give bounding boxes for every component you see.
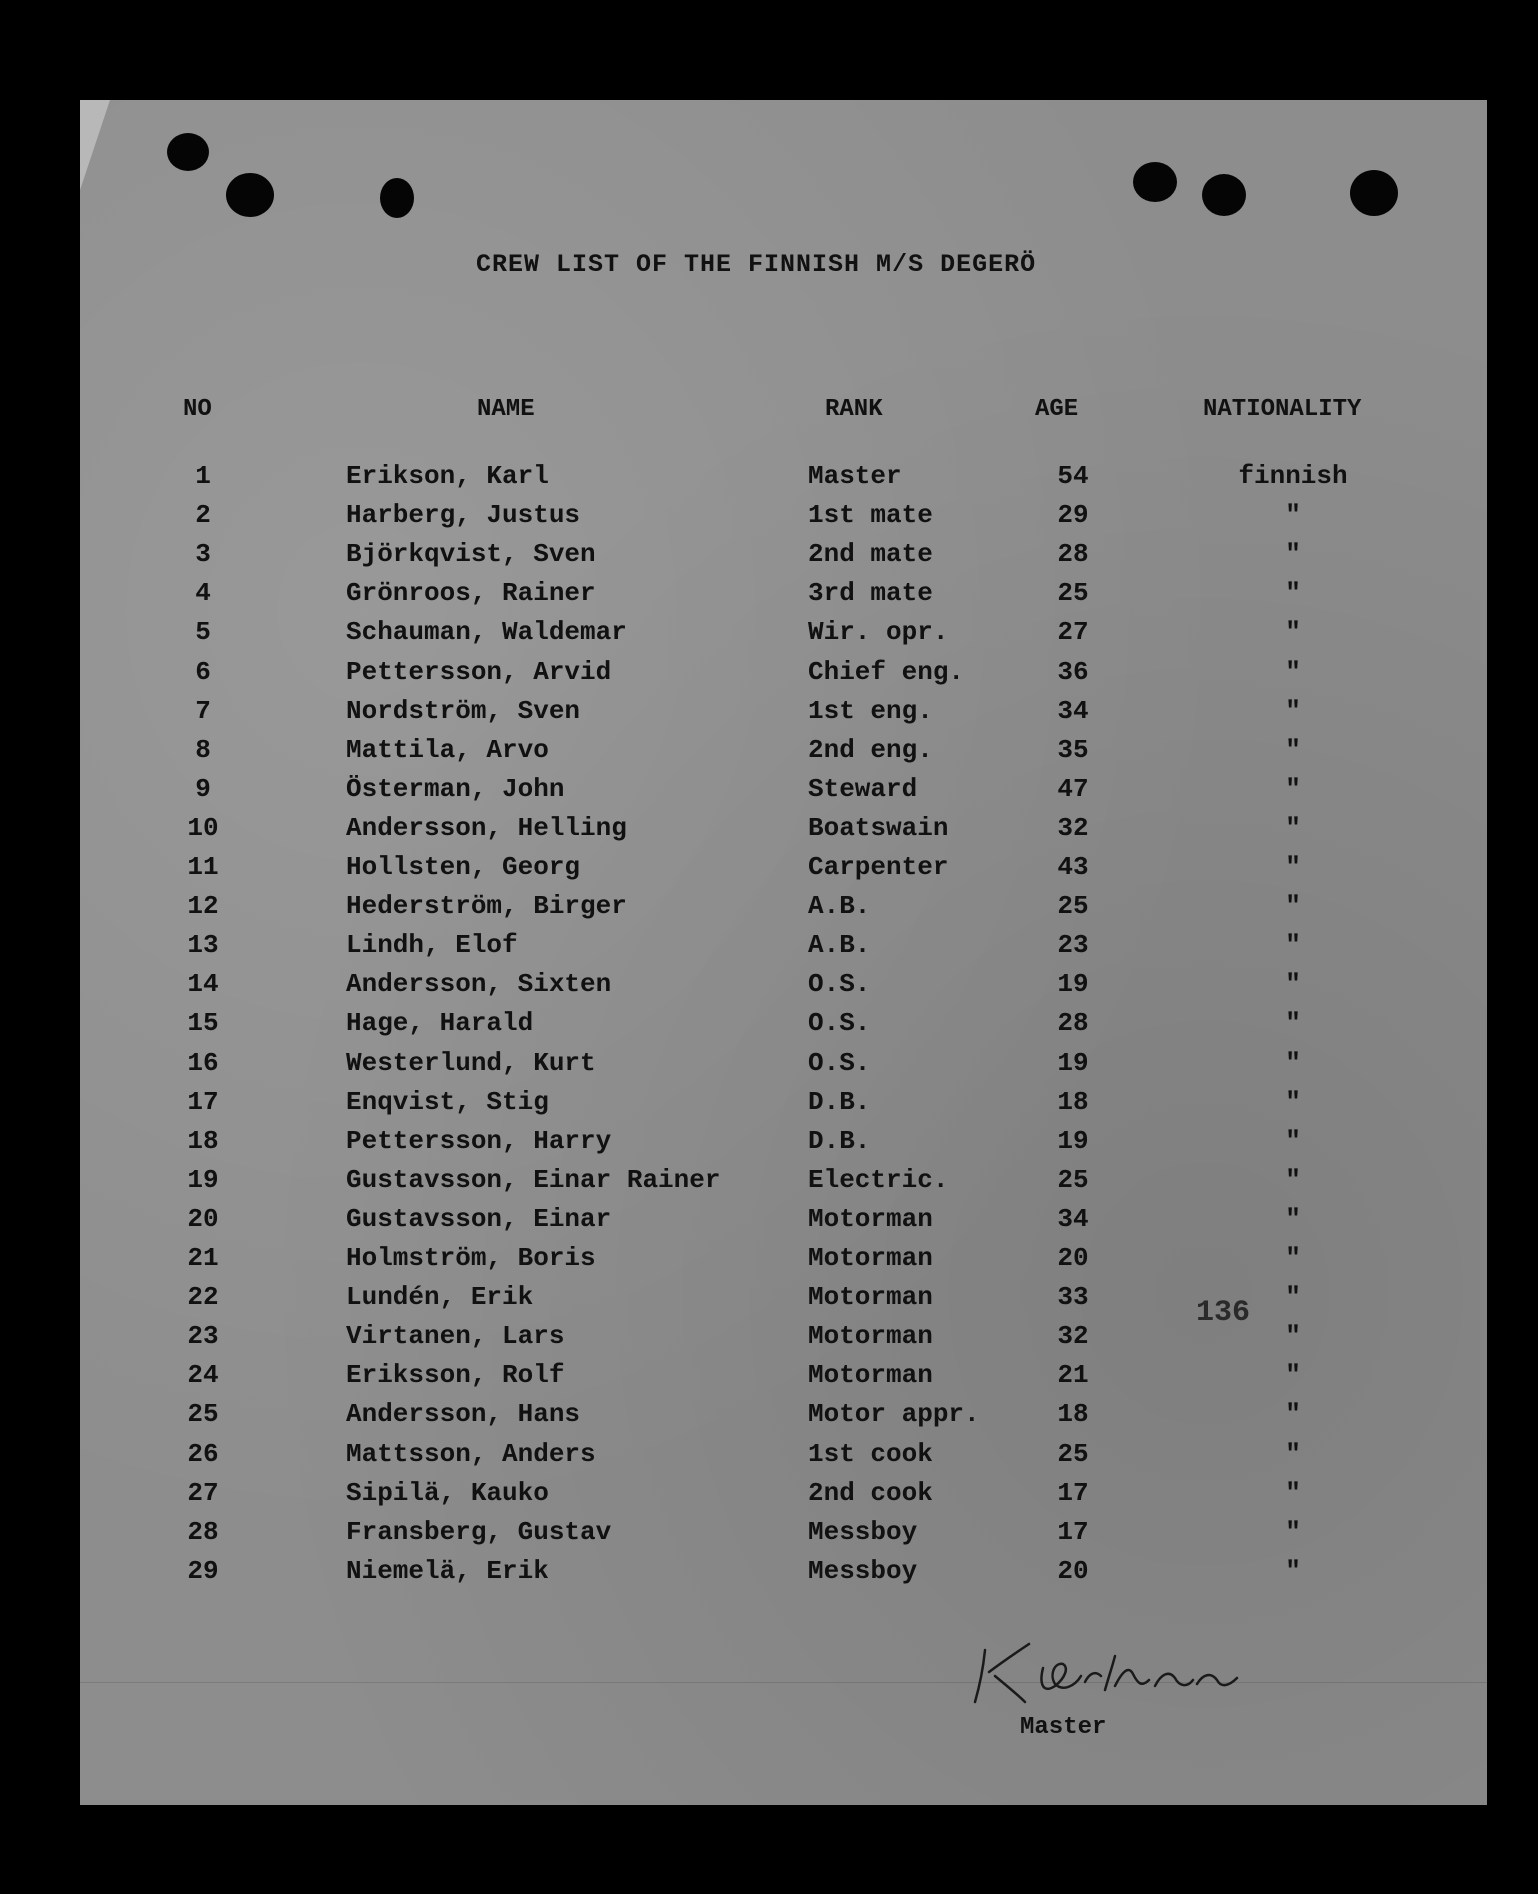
crew-nationality: " [1285,1047,1301,1078]
table-row [0,578,1538,617]
crew-name: Hage, Harald [346,1008,534,1039]
crew-rank: Motorman [808,1282,933,1313]
crew-rank: 1st mate [808,500,933,531]
crew-rank: Motorman [808,1243,933,1273]
crew-age: 34 [1057,695,1089,726]
crew-number: 21 [187,1243,219,1273]
crew-rank: Motor appr. [808,1399,980,1430]
column-header-nationality: NATIONALITY [1203,396,1362,423]
crew-nationality: " [1285,695,1301,726]
crew-nationality: " [1285,734,1301,765]
crew-rank: Wir. opr. [808,617,949,648]
crew-number: 24 [187,1360,219,1391]
crew-age: 28 [1057,539,1089,570]
crew-age: 19 [1057,969,1089,1000]
crew-number: 9 [195,773,211,804]
column-header-age: AGE [1035,396,1079,423]
crew-number: 23 [187,1321,219,1352]
table-row [0,1243,1538,1282]
crew-name: Grönroos, Rainer [346,578,596,609]
crew-rank: Motorman [808,1321,933,1352]
folded-corner [80,100,110,190]
column-header-name: NAME [477,396,535,423]
crew-nationality: " [1285,1477,1301,1508]
punch-hole-icon [226,173,274,217]
crew-name: Hollsten, Georg [346,852,581,882]
crew-name: Mattsson, Anders [346,1438,596,1469]
punch-hole-icon [1133,162,1177,202]
crew-name: Harberg, Justus [346,500,581,531]
crew-rank: 2nd cook [808,1477,933,1508]
crew-age: 21 [1057,1360,1089,1391]
table-row [0,735,1538,774]
crew-number: 18 [187,1125,219,1156]
table-row [0,461,1538,500]
punch-hole-icon [167,133,209,171]
crew-nationality: " [1285,1125,1301,1156]
table-row [0,1399,1538,1438]
crew-nationality: " [1285,539,1301,570]
table-row [0,696,1538,735]
crew-number: 5 [195,617,211,648]
crew-name: Andersson, Hans [346,1399,581,1430]
crew-nationality: " [1285,969,1301,1000]
table-row [0,539,1538,578]
crew-name: Niemelä, Erik [346,1555,549,1586]
crew-number: 7 [195,695,211,726]
document-title: CREW LIST OF THE FINNISH M/S DEGERÖ [476,250,1037,279]
crew-number: 1 [195,461,211,491]
crew-age: 19 [1057,1047,1089,1078]
crew-number: 8 [195,734,211,765]
crew-name: Lindh, Elof [346,930,518,961]
crew-age: 32 [1057,1321,1089,1352]
crew-age: 47 [1057,773,1089,804]
crew-age: 18 [1057,1086,1089,1117]
crew-nationality: " [1285,1086,1301,1117]
crew-rank: Master [808,461,902,491]
crew-age: 23 [1057,930,1089,961]
crew-age: 19 [1057,1125,1089,1156]
crew-number: 27 [187,1477,219,1508]
crew-rank: Electric. [808,1164,949,1195]
crew-name: Erikson, Karl [346,461,549,491]
stamp-number: 136 [1196,1296,1251,1330]
crew-number: 11 [187,852,219,882]
crew-number: 13 [187,930,219,961]
crew-rank: Motorman [808,1360,933,1391]
crew-number: 29 [187,1555,219,1586]
table-row [0,1282,1538,1321]
crew-age: 32 [1057,812,1089,843]
crew-rank: Boatswain [808,812,949,843]
crew-nationality: " [1285,852,1301,882]
crew-age: 17 [1057,1516,1089,1547]
crew-nationality: " [1285,1360,1301,1391]
crew-age: 33 [1057,1282,1089,1313]
crew-name: Björkqvist, Sven [346,539,596,570]
crew-number: 22 [187,1282,219,1313]
column-header-rank: RANK [825,396,883,423]
table-row [0,1165,1538,1204]
crew-nationality: " [1285,1282,1301,1313]
punch-hole-icon [1202,174,1246,216]
crew-age: 43 [1057,852,1089,882]
crew-rank: Steward [808,773,918,804]
crew-rank: Carpenter [808,852,949,882]
column-header-no: NO [183,396,212,423]
crew-age: 36 [1057,656,1089,687]
crew-age: 25 [1057,1164,1089,1195]
table-row [0,617,1538,656]
crew-name: Österman, John [346,773,565,804]
crew-number: 25 [187,1399,219,1430]
crew-rank: Motorman [808,1203,933,1234]
crew-nationality: " [1285,1008,1301,1039]
crew-age: 18 [1057,1399,1089,1430]
crew-nationality: " [1285,1203,1301,1234]
crew-number: 16 [187,1047,219,1078]
table-row [0,1321,1538,1360]
crew-age: 20 [1057,1555,1089,1586]
crew-name: Schauman, Waldemar [346,617,627,648]
crew-rank: Messboy [808,1555,918,1586]
crew-rank: Chief eng. [808,656,965,687]
table-row [0,1204,1538,1243]
fold-line [80,1682,1487,1683]
crew-name: Pettersson, Arvid [346,656,612,687]
table-row [0,1048,1538,1087]
table-row [0,1517,1538,1556]
crew-rank: O.S. [808,969,871,1000]
crew-nationality: " [1285,1516,1301,1547]
crew-rank: D.B. [808,1086,871,1117]
crew-number: 28 [187,1516,219,1547]
crew-name: Enqvist, Stig [346,1086,549,1117]
crew-age: 27 [1057,617,1089,648]
crew-age: 20 [1057,1243,1089,1273]
crew-name: Andersson, Sixten [346,969,612,1000]
crew-name: Mattila, Arvo [346,734,549,765]
crew-nationality: finnish [1238,461,1348,491]
crew-nationality: " [1285,1555,1301,1586]
crew-rank: 3rd mate [808,578,933,609]
crew-rank: 2nd mate [808,539,933,570]
punch-hole-icon [380,178,414,218]
crew-name: Holmström, Boris [346,1243,596,1273]
crew-rank: D.B. [808,1125,871,1156]
crew-number: 14 [187,969,219,1000]
crew-rank: O.S. [808,1047,871,1078]
crew-nationality: " [1285,1321,1301,1352]
crew-number: 20 [187,1203,219,1234]
table-row [0,500,1538,539]
crew-nationality: " [1285,656,1301,687]
crew-age: 35 [1057,734,1089,765]
table-row [0,930,1538,969]
crew-number: 12 [187,891,219,922]
crew-name: Hederström, Birger [346,891,627,922]
crew-age: 25 [1057,1438,1089,1469]
crew-nationality: " [1285,500,1301,531]
crew-nationality: " [1285,930,1301,961]
punch-hole-icon [1350,170,1398,216]
crew-number: 4 [195,578,211,609]
crew-nationality: " [1285,812,1301,843]
table-row [0,813,1538,852]
crew-name: Sipilä, Kauko [346,1477,549,1508]
crew-rank: O.S. [808,1008,871,1039]
crew-number: 6 [195,656,211,687]
signature-title: Master [1020,1714,1107,1741]
crew-name: Nordström, Sven [346,695,581,726]
crew-number: 26 [187,1438,219,1469]
table-row [0,1478,1538,1517]
crew-age: 25 [1057,578,1089,609]
table-row [0,1556,1538,1595]
crew-number: 3 [195,539,211,570]
crew-name: Pettersson, Harry [346,1125,612,1156]
crew-nationality: " [1285,617,1301,648]
crew-nationality: " [1285,891,1301,922]
crew-number: 15 [187,1008,219,1039]
crew-name: Lundén, Erik [346,1282,534,1313]
crew-rank: 1st cook [808,1438,933,1469]
table-row [0,657,1538,696]
crew-rank: 1st eng. [808,695,933,726]
crew-nationality: " [1285,773,1301,804]
table-row [0,1008,1538,1047]
crew-name: Andersson, Helling [346,812,627,843]
crew-number: 10 [187,812,219,843]
crew-rank: A.B. [808,930,871,961]
crew-rank: A.B. [808,891,871,922]
signature-icon [965,1630,1255,1710]
table-row [0,1087,1538,1126]
table-row [0,1439,1538,1478]
crew-age: 34 [1057,1203,1089,1234]
table-row [0,1126,1538,1165]
crew-name: Gustavsson, Einar [346,1203,612,1234]
crew-number: 17 [187,1086,219,1117]
crew-nationality: " [1285,578,1301,609]
crew-nationality: " [1285,1438,1301,1469]
table-row [0,891,1538,930]
crew-name: Fransberg, Gustav [346,1516,612,1547]
crew-name: Gustavsson, Einar Rainer [346,1164,721,1195]
crew-age: 29 [1057,500,1089,531]
crew-nationality: " [1285,1164,1301,1195]
crew-name: Virtanen, Lars [346,1321,565,1352]
crew-nationality: " [1285,1399,1301,1430]
crew-age: 28 [1057,1008,1089,1039]
crew-age: 25 [1057,891,1089,922]
crew-rank: 2nd eng. [808,734,933,765]
crew-age: 17 [1057,1477,1089,1508]
crew-number: 2 [195,500,211,531]
crew-rank: Messboy [808,1516,918,1547]
crew-nationality: " [1285,1243,1301,1273]
table-row [0,852,1538,891]
crew-name: Westerlund, Kurt [346,1047,596,1078]
crew-number: 19 [187,1164,219,1195]
table-row [0,1360,1538,1399]
table-row [0,969,1538,1008]
crew-age: 54 [1057,461,1089,491]
crew-name: Eriksson, Rolf [346,1360,565,1391]
table-row [0,774,1538,813]
